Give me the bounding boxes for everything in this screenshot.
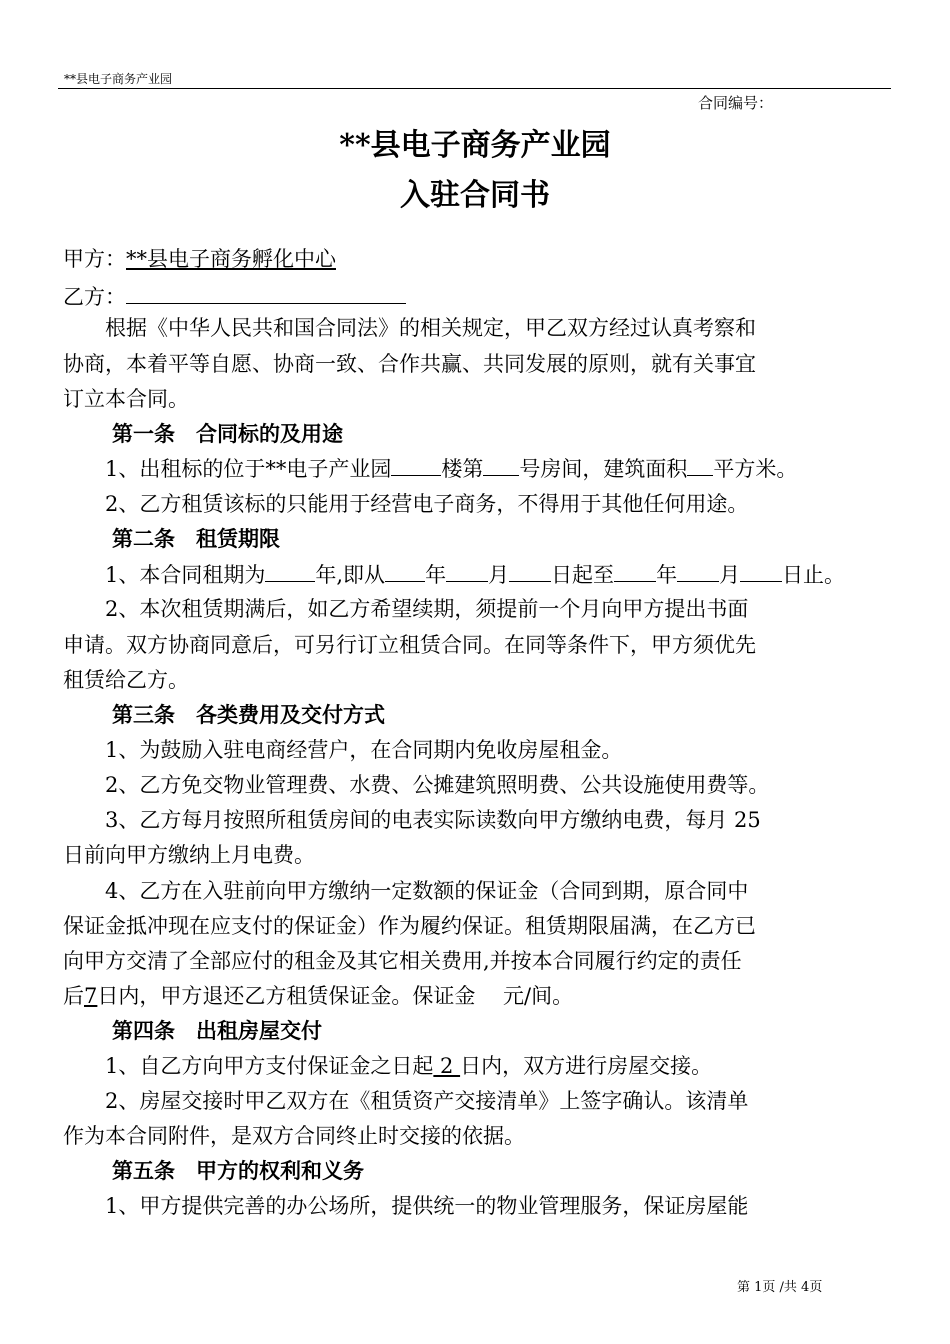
start-month-blank xyxy=(446,561,488,582)
running-header: **县电子商务产业园 xyxy=(64,72,173,86)
end-day-blank xyxy=(740,561,782,582)
text-segment: 月 xyxy=(488,563,510,587)
article-3-item-1: 1、为鼓励入驻电商经营户，在合同期内免收房屋租金。 xyxy=(63,738,623,762)
text-segment: 日起至 xyxy=(551,563,615,587)
article-2-item-2-line-2: 申请。双方协商同意后，可另行订立租赁合同。在同等条件下，甲方须优先 xyxy=(63,633,756,657)
article-1-heading: 第一条 合同标的及用途 xyxy=(112,421,343,446)
preamble-line-3: 订立本合同。 xyxy=(63,387,189,411)
text-segment: 1、自乙方向甲方支付保证金之日起 xyxy=(63,1054,434,1078)
text-segment: 1、本合同租期为 xyxy=(63,563,266,587)
start-day-blank xyxy=(509,561,551,582)
text-segment: 日止。 xyxy=(782,563,846,587)
party-a-label: 甲方： xyxy=(63,247,126,271)
text-segment: 楼第 xyxy=(441,457,484,481)
area-blank xyxy=(687,455,713,476)
text-segment: 年,即从 xyxy=(315,563,386,587)
article-5-heading: 第五条 甲方的权利和义务 xyxy=(112,1158,364,1183)
contract-number-label: 合同编号： xyxy=(698,94,774,112)
article-3-item-4-line-4 xyxy=(63,981,893,1011)
party-b-blank xyxy=(126,283,406,304)
article-1-item-1 xyxy=(63,454,893,484)
text-segment: 年 xyxy=(656,563,678,587)
party-a-name: **县电子商务孵化中心 xyxy=(126,247,336,271)
party-b-label: 乙方： xyxy=(63,285,126,309)
article-3-item-4-line-2: 保证金抵冲现在应支付的保证金）作为履约保证。租赁期限届满，在乙方已 xyxy=(63,914,756,938)
building-blank xyxy=(391,455,441,476)
deposit-return-days: 7 xyxy=(84,984,98,1008)
text-segment: 平方米。 xyxy=(713,457,798,481)
text-segment: 1、出租标的位于**电子产业园 xyxy=(63,457,392,481)
article-3-item-2: 2、乙方免交物业管理费、水费、公摊建筑照明费、公共设施使用费等。 xyxy=(63,773,770,797)
text-segment: 月 xyxy=(719,563,741,587)
article-2-heading: 第二条 租赁期限 xyxy=(112,526,280,551)
preamble-line-1: 根据《中华人民共和国合同法》的相关规定，甲乙双方经过认真考察和 xyxy=(63,316,756,340)
document-title-line1: **县电子商务产业园 xyxy=(339,128,611,163)
end-month-blank xyxy=(677,561,719,582)
party-a-line xyxy=(63,244,893,274)
party-b-line xyxy=(63,282,893,312)
article-2-item-2-line-1: 2、本次租赁期满后，如乙方希望续期，须提前一个月向甲方提出书面 xyxy=(63,597,749,621)
start-year-blank xyxy=(385,561,425,582)
article-5-item-1-line-1: 1、甲方提供完善的办公场所，提供统一的物业管理服务，保证房屋能 xyxy=(63,1194,749,1218)
text-segment: 号房间，建筑面积 xyxy=(519,457,688,481)
header-divider xyxy=(58,88,891,89)
article-4-item-1 xyxy=(63,1051,893,1081)
article-4-item-2-line-1: 2、房屋交接时甲乙双方在《租赁资产交接清单》上签字确认。该清单 xyxy=(63,1089,749,1113)
page-number: 第 1页 /共 4页 xyxy=(737,1280,823,1295)
handover-days: 2 xyxy=(433,1054,461,1078)
article-1-item-2: 2、乙方租赁该标的只能用于经营电子商务，不得用于其他任何用途。 xyxy=(63,492,749,516)
article-4-heading: 第四条 出租房屋交付 xyxy=(112,1018,322,1043)
text-segment: 日内，双方进行房屋交接。 xyxy=(460,1054,713,1078)
article-3-item-3-line-1: 3、乙方每月按照所租赁房间的电表实际读数向甲方缴纳电费，每月 25 xyxy=(63,808,761,832)
article-2-item-1 xyxy=(63,560,893,590)
article-3-item-3-line-2: 日前向甲方缴纳上月电费。 xyxy=(63,843,315,867)
document-title-line2: 入驻合同书 xyxy=(400,178,550,213)
room-blank xyxy=(483,455,519,476)
article-3-item-4-line-3: 向甲方交清了全部应付的租金及其它相关费用,并按本合同履行约定的责任 xyxy=(63,949,742,973)
text-segment: 日内，甲方退还乙方租赁保证金。保证金 元/间。 xyxy=(97,984,574,1008)
text-segment: 年 xyxy=(425,563,447,587)
article-3-item-4-line-1: 4、乙方在入驻前向甲方缴纳一定数额的保证金（合同到期，原合同中 xyxy=(63,879,749,903)
end-year-blank xyxy=(614,561,656,582)
preamble-line-2: 协商，本着平等自愿、协商一致、合作共赢、共同发展的原则，就有关事宜 xyxy=(63,352,756,376)
text-segment: 后 xyxy=(63,984,84,1008)
term-years-blank xyxy=(265,561,315,582)
article-2-item-2-line-3: 租赁给乙方。 xyxy=(63,668,189,692)
article-4-item-2-line-2: 作为本合同附件，是双方合同终止时交接的依据。 xyxy=(63,1124,525,1148)
article-3-heading: 第三条 各类费用及交付方式 xyxy=(112,702,385,727)
